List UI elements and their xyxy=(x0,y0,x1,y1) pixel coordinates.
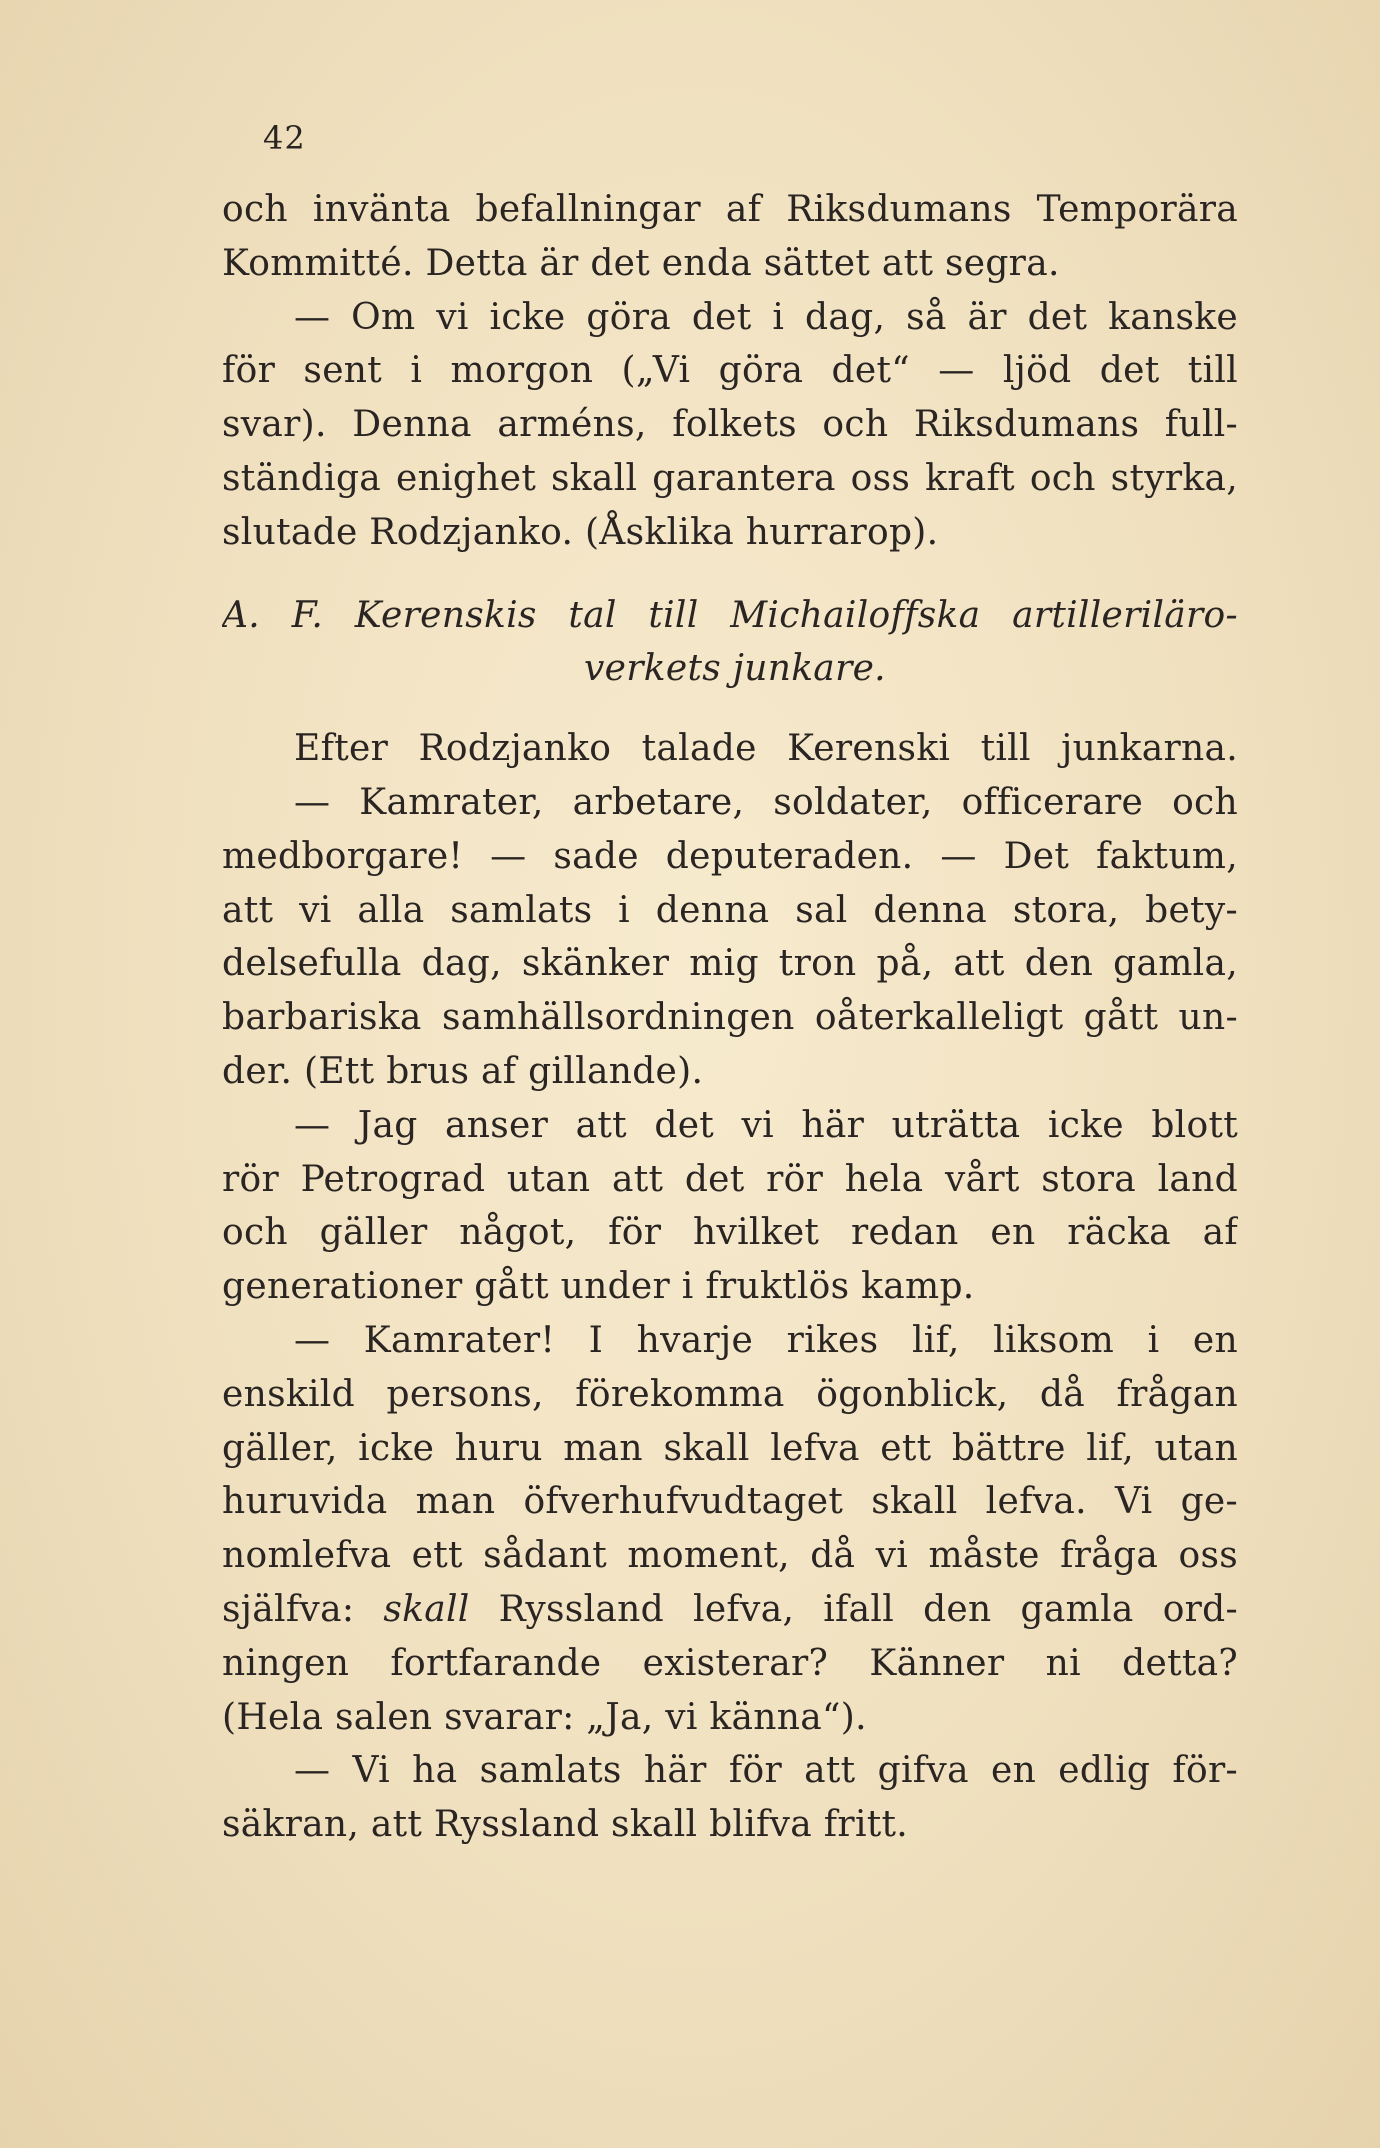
text-line: ningen fortfarande existerar? Känner ni detta? xyxy=(222,1642,1238,1684)
text-line: huruvida man öfverhufvudtaget skall lefva. Vi ge- xyxy=(222,1481,1238,1523)
text-line: — Jag anser att det vi här uträtta icke blott xyxy=(294,1104,1238,1146)
text-line: — Kamrater! I hvarje rikes lif, liksom i en xyxy=(294,1319,1238,1361)
text-line: delsefulla dag, skänker mig tron på, att den gamla, xyxy=(222,943,1238,985)
text-line: rör Petrograd utan att det rör hela vårt stora land xyxy=(222,1158,1238,1200)
text-line: slutade Rodzjanko. (Åsklika hurrarop). xyxy=(222,511,939,553)
text-segment: själfva: xyxy=(222,1588,355,1630)
text-line: säkran, att Ryssland skall blifva fritt. xyxy=(222,1804,909,1846)
body-text xyxy=(222,183,1238,1852)
text-line: generationer gått under i fruktlös kamp. xyxy=(222,1266,975,1308)
text-line: nomlefva ett sådant moment, då vi måste fråga oss xyxy=(222,1535,1238,1577)
text-line: Efter Rodzjanko talade Kerenski till junkarna. xyxy=(294,728,1238,770)
text-line: medborgare! — sade deputeraden. — Det faktum, xyxy=(222,835,1238,877)
text-line: svar). Denna arméns, folkets och Riksdumans full- xyxy=(222,404,1238,446)
text-line: der. (Ett brus af gillande). xyxy=(222,1050,704,1092)
text-line: — Kamrater, arbetare, soldater, officerare och xyxy=(294,781,1238,823)
text-line: ständiga enighet skall garantera oss kraft och styrka, xyxy=(222,457,1238,499)
emphasized-word: skall xyxy=(383,1588,470,1630)
text-line: — Om vi icke göra det i dag, så är det kanske xyxy=(294,296,1238,338)
text-segment: Ryssland lefva, ifall den gamla ord- xyxy=(498,1588,1238,1630)
text-line: — Vi ha samlats här för att gifva en edlig för- xyxy=(294,1750,1238,1792)
text-line: att vi alla samlats i denna sal denna stora, bety- xyxy=(222,889,1238,931)
text-line: och gäller något, för hvilket redan en räcka af xyxy=(222,1212,1238,1254)
text-line: gäller, icke huru man skall lefva ett bättre lif, utan xyxy=(222,1427,1238,1469)
section-heading: A. F. Kerenskis tal till Michailoffska artilleriläro- xyxy=(222,594,1238,636)
section-heading-continued: verkets junkare. xyxy=(584,648,886,690)
page-number: 42 xyxy=(263,119,306,157)
text-line: (Hela salen svarar: „Ja, vi känna“). xyxy=(222,1696,867,1738)
text-line: enskild persons, förekomma ögonblick, då frågan xyxy=(222,1373,1238,1415)
text-line: för sent i morgon („Vi göra det“ — ljöd det till xyxy=(222,350,1238,392)
text-line-with-emphasis xyxy=(222,1583,1238,1637)
text-line: och invänta befallningar af Riksdumans Temporära xyxy=(222,189,1238,230)
text-line: barbariska samhällsordningen oåterkalleligt gått un- xyxy=(222,997,1238,1039)
text-line: Kommitté. Detta är det enda sättet att segra. xyxy=(222,242,1060,284)
